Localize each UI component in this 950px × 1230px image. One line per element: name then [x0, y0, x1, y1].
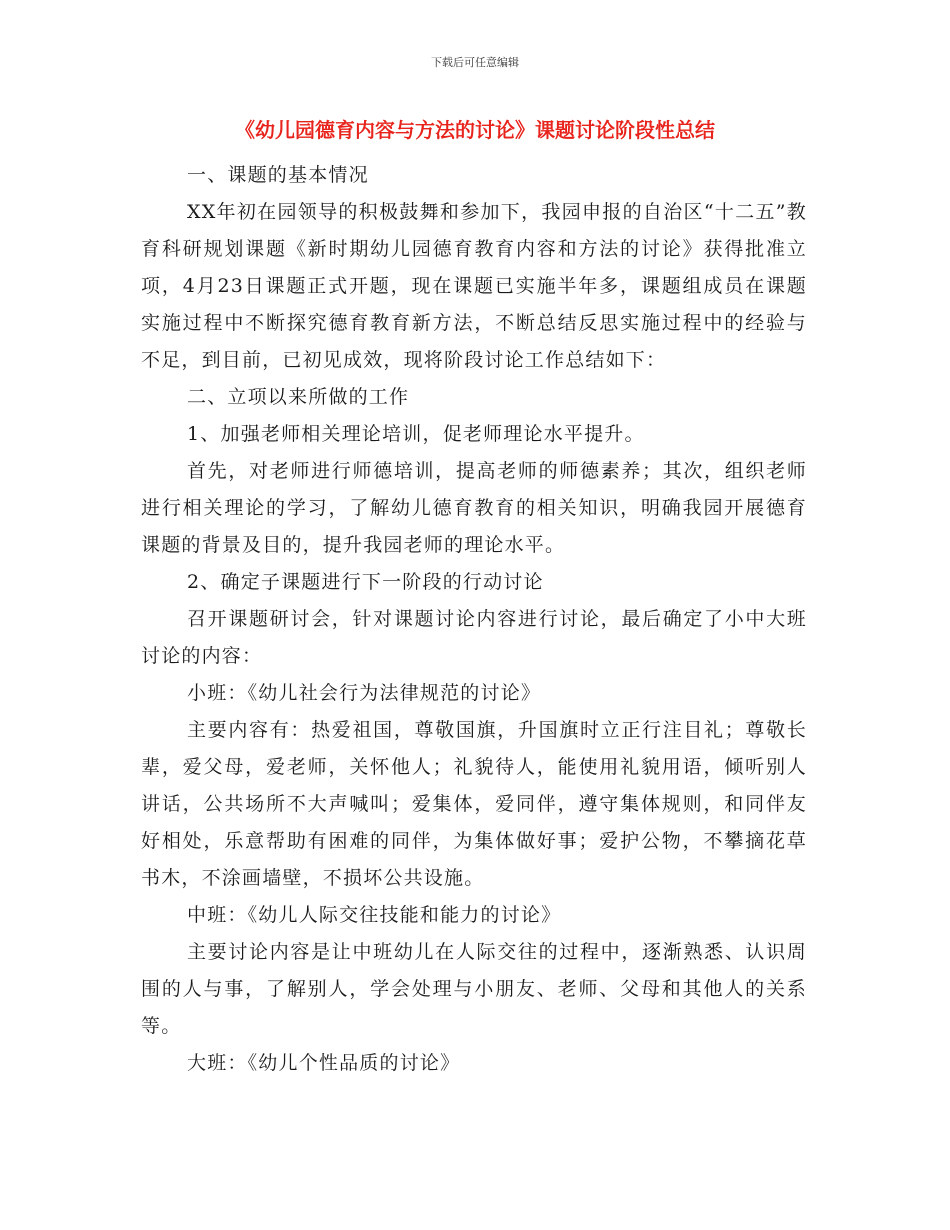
paragraph-basic-info: XX年初在园领导的积极鼓舞和参加下，我园申报的自治区“十二五”教育科研规划课题《新时期幼儿园德育教育内容和方法的讨论》获得批准立项，4月23日课题正式开题，现在课题已实施半年多，课题组成员在课题实施过程中不断探究德育教育新方法，不断总结反思实施过程中的经验与不足，到目前，已初见成效，现将阶段讨论工作总结如下： — [141, 201, 807, 371]
paragraph-teacher-training: 首先，对老师进行师德培训，提高老师的师德素养；其次，组织老师进行相关理论的学习，了解幼儿德育教育的相关知识，明确我园开展德育课题的背景及目的，提升我园老师的理论水平。 — [141, 460, 807, 556]
section-heading-basic-info: 一、课题的基本情况 — [187, 164, 369, 186]
subheading-small-class: 小班：《幼儿社会行为法律规范的讨论》 — [187, 682, 542, 704]
subheading-middle-class: 中班：《幼儿人际交往技能和能力的讨论》 — [187, 904, 562, 926]
document-title: 《幼儿园德育内容与方法的讨论》课题讨论阶段性总结 — [235, 118, 715, 142]
paragraph-subtopics: 召开课题研讨会，针对课题讨论内容进行讨论，最后确定了小中大班讨论的内容： — [141, 608, 807, 667]
subheading-teacher-training: 1、加强老师相关理论培训，促老师理论水平提升。 — [187, 423, 645, 445]
page-header-note: 下载后可任意编辑 — [431, 56, 519, 69]
section-heading-work-done: 二、立项以来所做的工作 — [187, 386, 410, 408]
paragraph-middle-class: 主要讨论内容是让中班幼儿在人际交往的过程中，逐渐熟悉、认识周围的人与事，了解别人，学会处理与小朋友、老师、父母和其他人的关系等。 — [141, 941, 807, 1037]
paragraph-small-class: 主要内容有：热爱祖国，尊敬国旗，升国旗时立正行注目礼；尊敬长辈，爱父母，爱老师，关怀他人；礼貌待人，能使用礼貌用语，倾听别人讲话，公共场所不大声喊叫；爱集体，爱同伴，遵守集体规则，和同伴友好相处，乐意帮助有困难的同伴，为集体做好事；爱护公物，不攀摘花草书木，不涂画墙壁，不损坏公共设施。 — [141, 719, 807, 889]
subheading-large-class: 大班：《幼儿个性品质的讨论》 — [187, 1052, 461, 1074]
subheading-subtopics: 2、确定子课题进行下一阶段的行动讨论 — [187, 571, 544, 593]
document-body — [141, 157, 807, 1082]
